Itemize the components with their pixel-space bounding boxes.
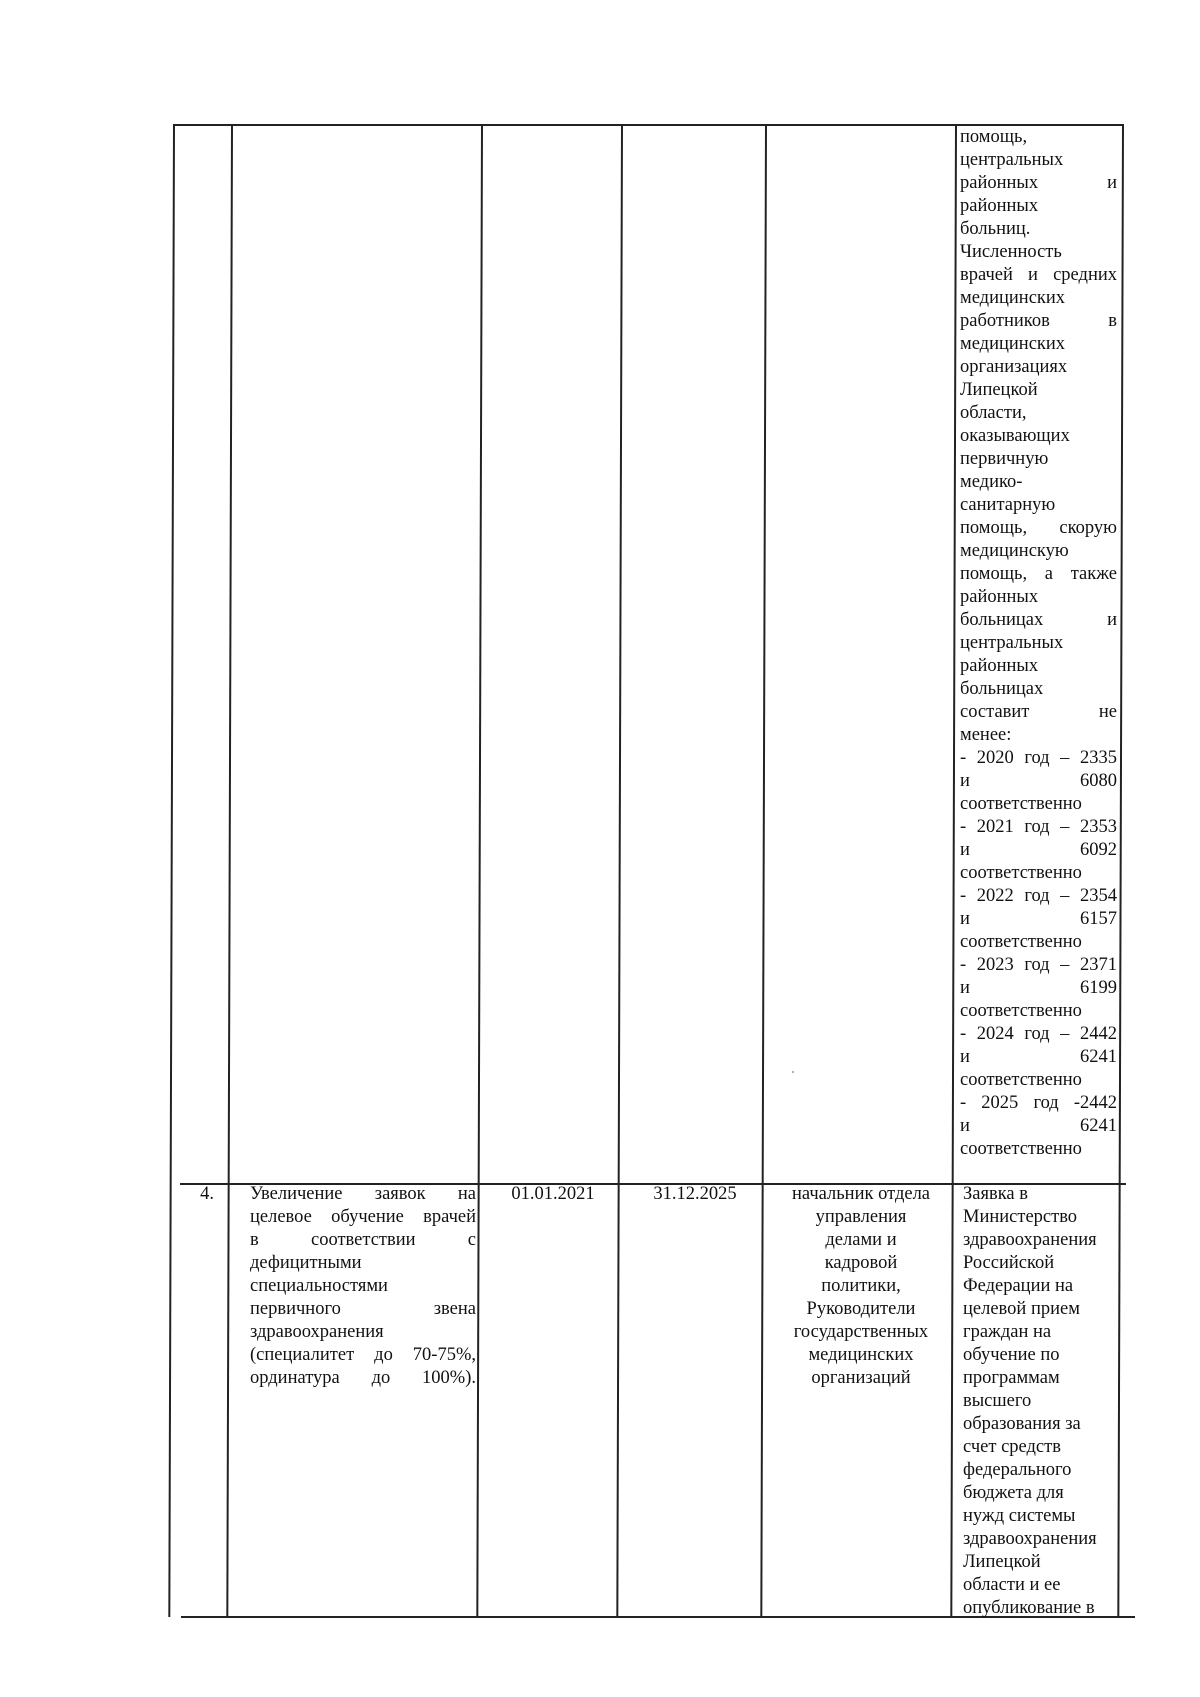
result-text-line: помощь, скорую <box>960 518 1117 538</box>
result-text-line: Российской <box>963 1253 1055 1273</box>
result-text-line: - 2023 год – 2371 <box>960 955 1117 975</box>
result-text-line: обучение по <box>963 1345 1060 1365</box>
result-text-line: больницах <box>960 679 1044 699</box>
result-text-line: центральных <box>960 150 1064 170</box>
measure-text-line: дефицитными <box>250 1253 362 1273</box>
result-text-line: центральных <box>960 633 1064 653</box>
result-text-line: соответственно <box>960 932 1082 952</box>
result-text-line: и 6241 <box>960 1116 1117 1136</box>
column-border <box>226 124 232 1617</box>
result-text-line: соответственно <box>960 863 1082 883</box>
responsible-cell <box>772 1183 950 1390</box>
measure-text-line: в соответствии с <box>250 1230 476 1250</box>
result-text-line: менее: <box>960 725 1012 745</box>
result-text-line: больницах и <box>960 610 1117 630</box>
responsible-text-line: делами и <box>825 1230 897 1250</box>
result-text-line: помощь, а также <box>960 564 1117 584</box>
result-text-line: целевой прием <box>963 1299 1080 1319</box>
result-text-line: медицинских <box>960 334 1066 354</box>
result-text-line: медицинских <box>960 288 1066 308</box>
measure-text-line: первичного звена <box>250 1299 476 1319</box>
scan-speck <box>792 1071 794 1073</box>
responsible-text-line: Руководители <box>806 1299 916 1319</box>
result-text-line: опубликование в <box>963 1598 1095 1618</box>
result-text-line: граждан на <box>963 1322 1052 1342</box>
result-text-line: работников в <box>960 311 1117 331</box>
result-text-line: помощь, <box>960 127 1028 147</box>
result-text-line: соответственно <box>960 794 1082 814</box>
result-text-line: организациях <box>960 357 1068 377</box>
result-text-line: и 6092 <box>960 840 1117 860</box>
measure-text-line: (специалитет до 70-75%, <box>250 1345 476 1365</box>
column-border <box>168 124 174 1617</box>
result-text-line: - 2025 год -2442 <box>960 1093 1117 1113</box>
responsible-text-line: организаций <box>811 1368 911 1388</box>
result-text-line: области, <box>960 403 1027 423</box>
measure-description-cell <box>250 1183 476 1390</box>
result-text-line: санитарную <box>960 495 1056 515</box>
measure-text-line: Увеличение заявок на <box>250 1184 476 1204</box>
result-text-line: Заявка в <box>963 1184 1029 1204</box>
result-text-line: и 6199 <box>960 978 1117 998</box>
result-text-line: - 2020 год – 2335 <box>960 748 1117 768</box>
responsible-text-line: управления <box>815 1207 907 1227</box>
result-text-line: оказывающих <box>960 426 1070 446</box>
column-border <box>760 124 766 1617</box>
measure-text-line: ординатура до 100%). <box>250 1368 476 1388</box>
responsible-text-line: кадровой <box>824 1253 898 1273</box>
result-text-line: районных и <box>960 173 1117 193</box>
result-text-line: области и ее <box>963 1575 1061 1595</box>
start-date: 01.01.2021 <box>511 1184 595 1204</box>
column-border <box>616 124 622 1617</box>
result-text-line: первичную <box>960 449 1049 469</box>
result-text-line: медико- <box>960 472 1023 492</box>
responsible-text-line: политики, <box>821 1276 901 1296</box>
result-text-line: Министерство <box>963 1207 1078 1227</box>
result-text-line: счет средств <box>963 1437 1061 1457</box>
expected-result-cell <box>960 126 1117 1161</box>
result-text-line: соответственно <box>960 1139 1082 1159</box>
result-text-line: программам <box>963 1368 1060 1388</box>
result-text-line: и 6241 <box>960 1047 1117 1067</box>
result-text-line: федерального <box>963 1460 1072 1480</box>
result-text-line: Федерации на <box>963 1276 1074 1296</box>
column-border <box>476 124 482 1617</box>
result-text-line: составит не <box>960 702 1117 722</box>
result-text-line: районных <box>960 196 1039 216</box>
result-text-line: нужд системы <box>963 1506 1076 1526</box>
result-text-line: образования за <box>963 1414 1081 1434</box>
result-text-line: и 6080 <box>960 771 1117 791</box>
result-text-line: врачей и средних <box>960 265 1117 285</box>
result-text-line: районных <box>960 656 1039 676</box>
result-text-line: здравоохранения <box>963 1230 1097 1250</box>
result-text-line: Численность <box>960 242 1062 262</box>
measure-text-line: здравоохранения <box>250 1322 384 1342</box>
result-text-line: соответственно <box>960 1001 1082 1021</box>
result-text-line: Липецкой <box>963 1552 1041 1572</box>
result-text-line: Липецкой <box>960 380 1038 400</box>
result-text-line: - 2021 год – 2353 <box>960 817 1117 837</box>
responsible-text-line: государственных <box>793 1322 929 1342</box>
measure-text-line: целевое обучение врачей <box>250 1207 476 1227</box>
result-text-line: районных <box>960 587 1039 607</box>
result-text-line: соответственно <box>960 1070 1082 1090</box>
row-number: 4. <box>200 1184 214 1204</box>
result-text-line: здравоохранения <box>963 1529 1097 1549</box>
result-text-line: бюджета для <box>963 1483 1064 1503</box>
result-text-line: высшего <box>963 1391 1032 1411</box>
result-text-line: и 6157 <box>960 909 1117 929</box>
result-text-line: - 2024 год – 2442 <box>960 1024 1117 1044</box>
result-text-line: больниц. <box>960 219 1031 239</box>
responsible-text-line: медицинских <box>808 1345 914 1365</box>
expected-result-cell <box>963 1183 1123 1620</box>
measure-text-line: специальностями <box>250 1276 388 1296</box>
end-date: 31.12.2025 <box>653 1184 737 1204</box>
responsible-text-line: начальник отдела <box>791 1184 931 1204</box>
column-border <box>950 124 956 1617</box>
result-text-line: - 2022 год – 2354 <box>960 886 1117 906</box>
result-text-line: медицинскую <box>960 541 1069 561</box>
